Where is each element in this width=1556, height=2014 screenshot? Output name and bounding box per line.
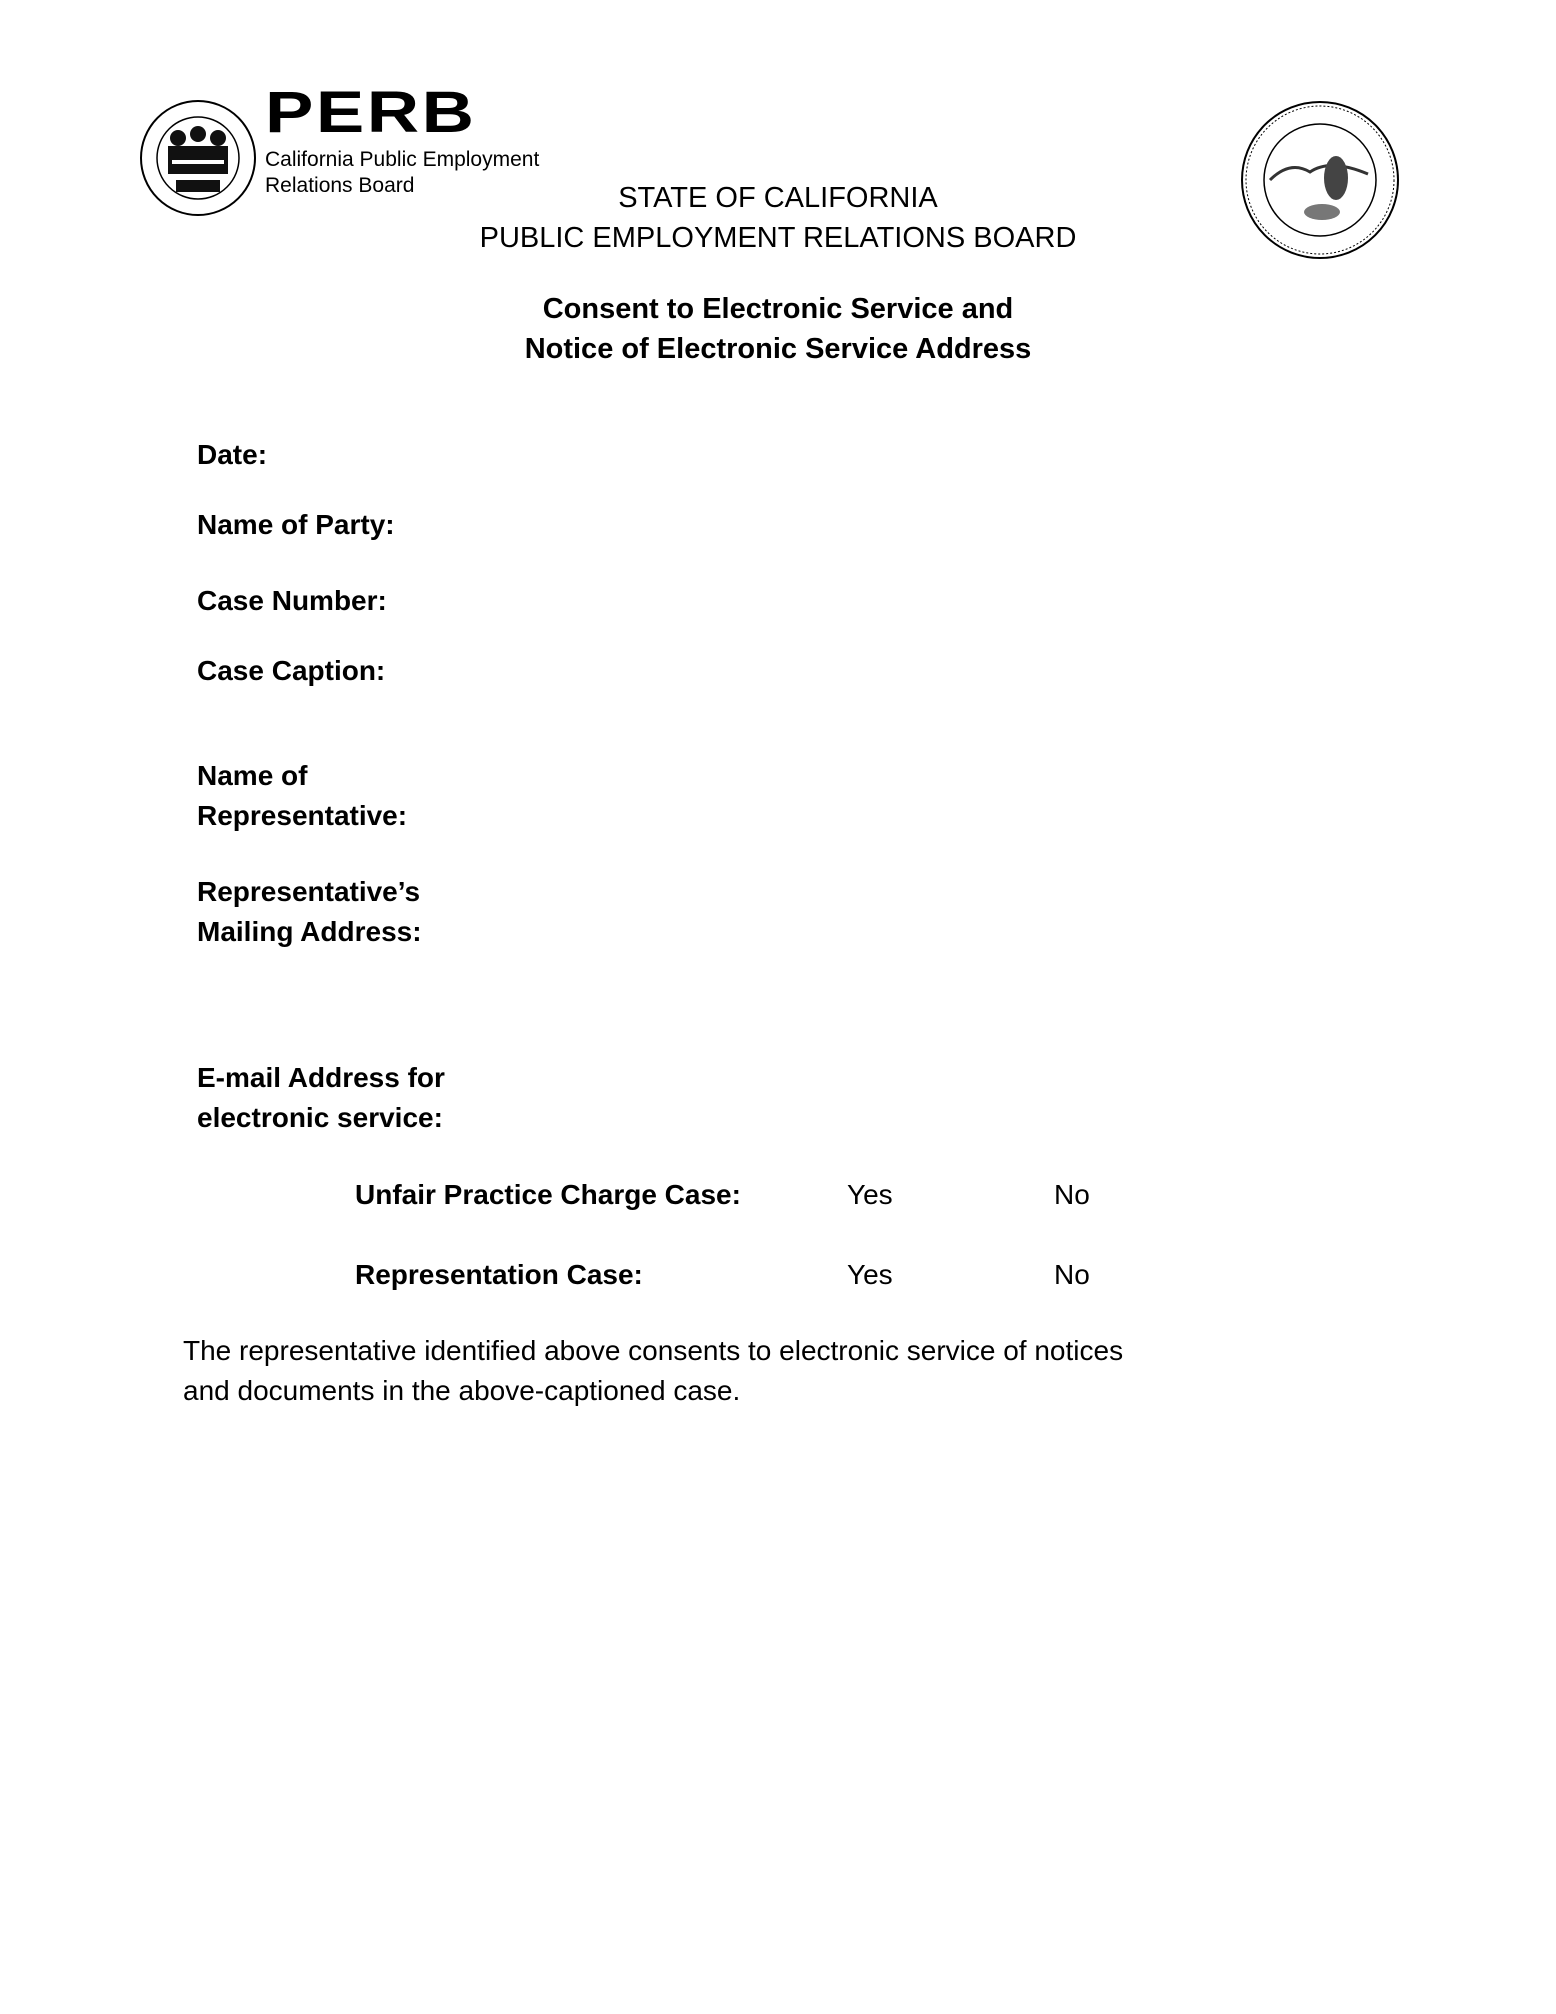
header-board: PUBLIC EMPLOYMENT RELATIONS BOARD: [479, 222, 1077, 254]
case-type-label: Representation Case:: [355, 1259, 643, 1290]
header-state: STATE OF CALIFORNIA: [618, 182, 938, 214]
perb-subtitle-1: California Public Employment: [265, 148, 540, 171]
rep-name-label-2: Representative:: [197, 800, 408, 831]
perb-subtitle-2: Relations Board: [265, 174, 415, 197]
rep-address-label: Representative’s: [197, 876, 421, 907]
consent-text-1: The representative identified above consents to electronic service of notices: [183, 1335, 1124, 1366]
case-caption-label: Case Caption:: [197, 655, 386, 686]
form-title-2: Notice of Electronic Service Address: [524, 333, 1032, 365]
form-title-1: Consent to Electronic Service and: [542, 293, 1014, 325]
date-label: Date:: [197, 439, 268, 470]
rep-name-label: Name of: [197, 760, 308, 791]
no-option[interactable]: No: [1054, 1259, 1090, 1290]
case-number-label: Case Number:: [197, 585, 387, 616]
yes-option[interactable]: Yes: [847, 1259, 893, 1290]
rep-address-label-2: Mailing Address:: [197, 916, 422, 947]
no-option[interactable]: No: [1054, 1179, 1090, 1210]
yes-option[interactable]: Yes: [847, 1179, 893, 1210]
email-label: E-mail Address for: [197, 1062, 445, 1093]
perb-wordmark: PERB: [265, 80, 477, 145]
consent-text-2: and documents in the above-captioned case.: [183, 1375, 741, 1406]
email-label-2: electronic service:: [197, 1102, 443, 1133]
party-label: Name of Party:: [197, 509, 395, 540]
case-type-label: Unfair Practice Charge Case:: [355, 1179, 741, 1210]
